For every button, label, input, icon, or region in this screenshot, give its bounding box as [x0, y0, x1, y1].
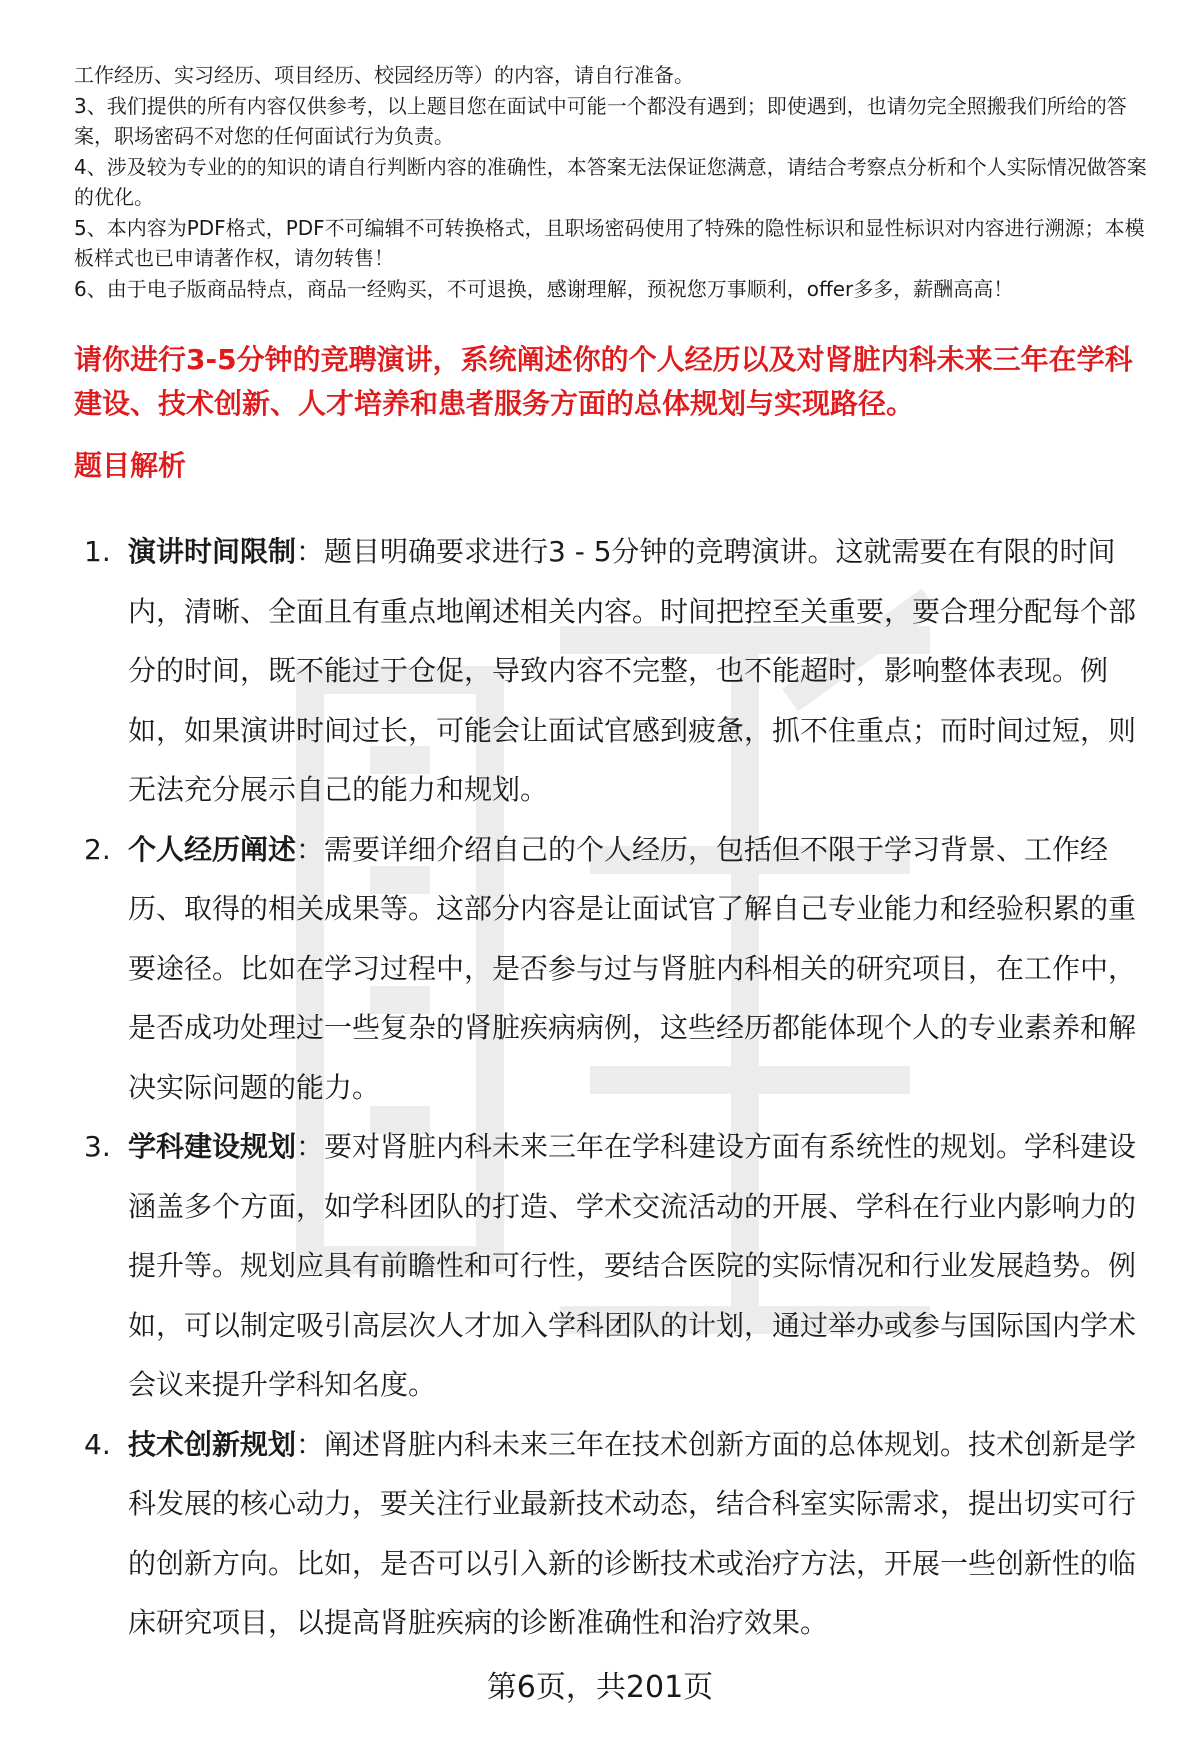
list-item-text: ：要对肾脏内科未来三年在学科建设方面有系统性的规划。学科建设涵盖多个方面，如学科团队的打造、学术交流活动的开展、学科在行业内影响力的提升等。规划应具有前瞻性和可行性，要结合医院的实际情况和行业发展趋势。例如，可以制定吸引高层次人才加入学科团队的计划，通过举办或参与国际国内学术会议来提升学科知名度。	[128, 1130, 1137, 1401]
notice-block	[74, 60, 1164, 304]
notice-line: 4、涉及较为专业的的知识的请自行判断内容的准确性，本答案无法保证您满意，请结合考察点分析和个人实际情况做答案的优化。	[74, 154, 1147, 209]
list-item-number: 4.	[84, 1427, 111, 1461]
list-item-lead: 学科建设规划	[128, 1130, 297, 1163]
list-item-number: 2.	[84, 832, 111, 866]
list-item-number: 1.	[84, 535, 111, 568]
list-item	[74, 522, 1154, 820]
list-item	[74, 820, 1154, 1118]
page-number-footer: 第6页，共201页	[486, 1670, 714, 1705]
list-item-text: ：阐述肾脏内科未来三年在技术创新方面的总体规划。技术创新是学科发展的核心动力，要关注行业最新技术动态，结合科室实际需求，提出切实可行的创新方向。比如，是否可以引入新的诊断技术或治疗方法，开展一些创新性的临床研究项目，以提高肾脏疾病的诊断准确性和治疗效果。	[128, 1427, 1137, 1639]
list-item-lead: 个人经历阐述	[128, 832, 297, 866]
list-item	[74, 1117, 1154, 1415]
list-item	[74, 1415, 1154, 1653]
notice-line: 6、由于电子版商品特点，商品一经购买，不可退换，感谢理解，预祝您万事顺利，offer多多，薪酬高高！	[74, 276, 1014, 301]
notice-line: 3、我们提供的所有内容仅供参考，以上题目您在面试中可能一个都没有遇到；即使遇到，也请勿完全照搬我们所给的答案，职场密码不对您的任何面试行为负责。	[74, 93, 1127, 148]
list-item-lead: 技术创新规划	[128, 1427, 297, 1461]
list-item-text: ：题目明确要求进行3 - 5分钟的竞聘演讲。这就需要在有限的时间内，清晰、全面且有重点地阐述相关内容。时间把控至关重要，要合理分配每个部分的时间，既不能过于仓促，导致内容不完整，也不能超时，影响整体表现。例如，如果演讲时间过长，可能会让面试官感到疲惫，抓不住重点；而时间过短，则无法充分展示自己的能力和规划。	[128, 535, 1137, 806]
list-item-lead: 演讲时间限制	[128, 535, 297, 568]
question-heading: 请你进行3-5分钟的竞聘演讲，系统阐述你的个人经历以及对肾脏内科未来三年在学科建设、技术创新、人才培养和患者服务方面的总体规划与实现路径。	[74, 343, 1133, 420]
list-item-text: ：需要详细介绍自己的个人经历，包括但不限于学习背景、工作经历、取得的相关成果等。这部分内容是让面试官了解自己专业能力和经验积累的重要途径。比如在学习过程中，是否参与过与肾脏内科相关的研究项目，在工作中，是否成功处理过一些复杂的肾脏疾病病例，这些经历都能体现个人的专业素养和解决实际问题的能力。	[128, 832, 1137, 1104]
analysis-title: 题目解析	[74, 449, 187, 482]
notice-line: 5、本内容为PDF格式，PDF不可编辑不可转换格式，且职场密码使用了特殊的隐性标识和显性标识对内容进行溯源；本模板样式也已申请著作权，请勿转售！	[74, 215, 1145, 270]
notice-line: 工作经历、实习经历、项目经历、校园经历等）的内容，请自行准备。	[74, 63, 694, 87]
analysis-list	[74, 522, 1154, 1653]
list-item-number: 3.	[84, 1130, 111, 1163]
